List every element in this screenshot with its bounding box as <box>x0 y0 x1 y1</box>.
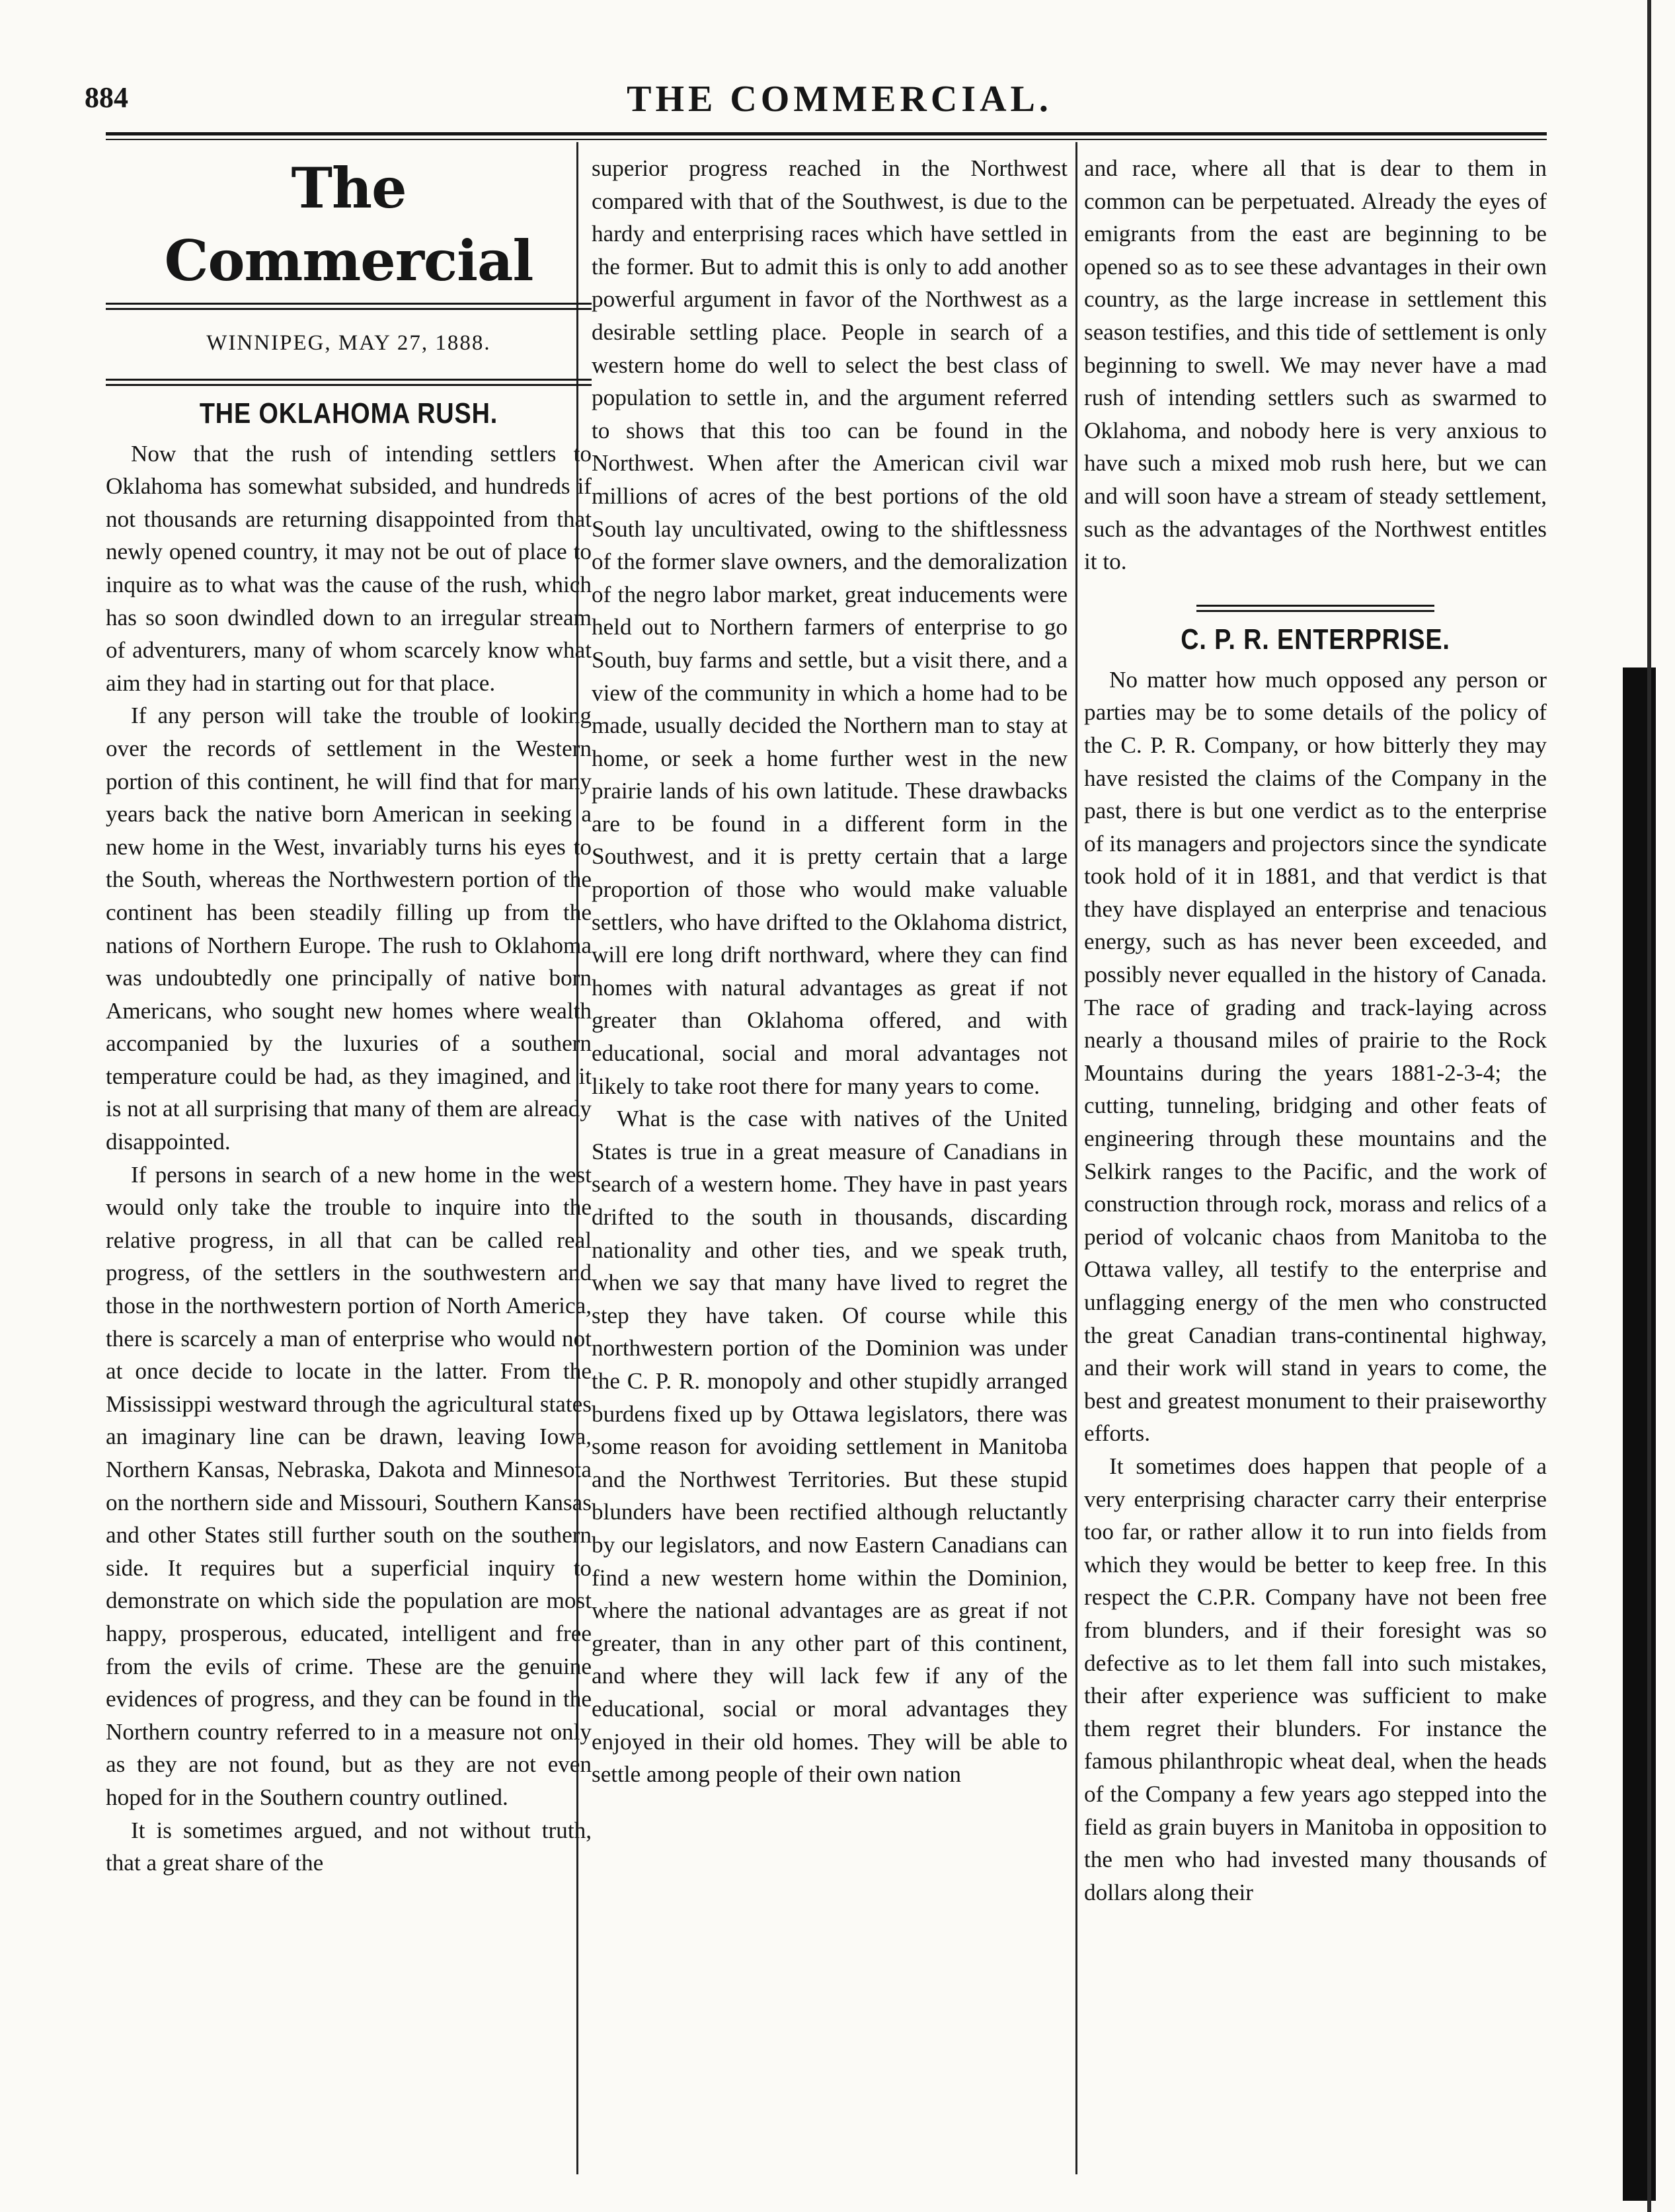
article-paragraph: It sometimes does happen that people of a very enterprising character carry their enterprise too far, or rather allow it to run into fields from which they would be better to keep free. In this respect the C.P.R. Company have not been free from blunders, and if their foresight was so defective as to let them fall into such mistakes, their after experience was sufficient to make them regret their blunders. For instance the famous philanthropic wheat deal, when the heads of the Company a few years ago stepped into the field as grain buyers in Manitoba in opposition to the men who had invested many thousands of dollars along their <box>1084 1453 1547 1905</box>
page-number: 884 <box>85 81 128 114</box>
article-paragraph: No matter how much opposed any person or parties may be to some details of the policy of the C. P. R. Company, or how bitterly they may have resisted the claims of the Company in the past, there is but one verdict as to the enterprise of its managers and projectors since the syndicate took hold of it in 1881, and that verdict is that they have displayed an enterprise and tenacious energy, such as has never been exceeded, and possibly never equalled in the history of Canada. The race of grading and track-laying across nearly a thousand miles of prairie to the Rock Mountains during the years 1881-2-3-4; the cutting, tunneling, bridging and other feats of engineering through these mountains and the Selkirk ranges to the Pacific, and the work of construction through rock, morass and relics of a period of volcanic chaos from Manitoba to the Ottawa valley, all testify to the enterprise and unflagging energy of the men who constructed the great Canadian trans-continental highway, and their work will stand in years to come, the best and greatest monument to their praiseworthy efforts. <box>1084 666 1547 1447</box>
column-1 <box>106 152 592 1880</box>
article-paragraph: If persons in search of a new home in the west would only take the trouble to inquire into the relative progress, in all that can be called real progress, of the settlers in the southwestern and those in the northwestern portion of North America, there is scarcely a man of enterprise who would not at once decide to locate in the latter. From the Mississippi westward through the agricultural states an imaginary line can be drawn, leaving Iowa, Northern Kansas, Nebraska, Dakota and Minnesota on the northern side and Missouri, Southern Kansas and other States still further south on the southern side. It requires but a superficial inquiry to demonstrate on which side the population are most happy, prosperous, educated, intelligent and free from the evils of crime. These are the genuine evidences of progress, and they can be found in the Northern country referred to in a measure not only as they are not found, but as they are not even hoped for in the Southern country outlined. <box>106 1161 592 1810</box>
header-rule-thin <box>106 139 1547 140</box>
dateline: WINNIPEG, MAY 27, 1888. <box>206 331 491 355</box>
article-paragraph: superior progress reached in the Northwest compared with that of the Southwest, is due to the hardy and enterprising races which have settled in the former. But to admit this is only to add another powerful argument in favor of the Northwest as a desirable settling place. People in search of a western home do well to select the best class of population to settle in, and the argument referred to shows that this too can be found in the Northwest. When after the American civil war millions of acres of the best portions of the old South lay uncultivated, owing to the shiftlessness of the former slave owners, and the demoralization of the negro labor market, great inducements were held out to Northern farmers of enterprise to go South, buy farms and settle, but a visit there, and a view of the community in which a home had to be made, usually decided the Northern man to stay at home, or seek a home further west in the new prairie lands of his own latitude. These drawbacks are to be found in a different form in the Southwest, and it is pretty certain that a large proportion of those who would make valuable settlers, who have drifted to the Oklahoma district, will ere long drift northward, where they can find homes with natural advantages as great if not greater than Oklahoma offered, and with educational, social and moral advantages not likely to take root there for many years to come. <box>592 155 1068 1099</box>
section-rule <box>1196 605 1434 612</box>
column-2 <box>592 152 1068 1791</box>
masthead-title: The Commercial <box>164 155 533 293</box>
article-headline: C. P. R. ENTERPRISE. <box>1181 623 1450 656</box>
article-paragraph: What is the case with natives of the United States is true in a great measure of Canadians in search of a western home. They have in past years drifted to the south in thousands, discarding nationality and other ties, and we speak truth, when we say that many have lived to regret the step they have taken. Of course while this northwestern portion of the Dominion was under the C. P. R. monopoly and other stupidly arranged burdens fixed up by Ottawa legislators, there was some reason for avoiding settlement in Manitoba and the Northwest Territories. But these stupid blunders have been rectified although reluctantly by our legislators, and now Eastern Canadians can find a new western home within the Dominion, where the national advantages are as great if not greater, than in any other part of this continent, and where they will lack few if any of the educational, social or moral advantages they enjoyed in their old homes. They will be able to settle among people of their own nation <box>592 1106 1068 1788</box>
article-paragraph: Now that the rush of intending settlers to Oklahoma has somewhat subsided, and hundreds if not thousands are returning disappointed from that newly opened country, it may not be out of place to inquire as to what was the cause of the rush, which has so soon dwindled down to an irregular stream of adventurers, many of whom scarcely know what aim they had in starting out for that place. <box>106 440 592 696</box>
scan-edge-line <box>1647 0 1651 2212</box>
column-divider <box>1075 142 1077 2174</box>
running-header <box>79 78 1600 131</box>
paper-title: THE COMMERCIAL. <box>627 79 1052 120</box>
article-paragraph: and race, where all that is dear to them in common can be perpetuated. Already the eyes of emigrants from the east are beginning to be opened so as to see these advantages in their own country, as the large increase in settlement this season testifies, and this tide of settlement is only beginning to swell. We may never have a mad rush of intending settlers such as swarmed to Oklahoma, and nobody here is very anxious to have such a mixed mob rush here, but we can and will soon have a stream of steady settlement, such as the advantages of the Northwest entitles it to. <box>1084 155 1547 575</box>
article-paragraph: It is sometimes argued, and not without truth, that a great share of the <box>106 1817 592 1876</box>
header-rule-thick <box>106 132 1547 135</box>
article-headline: THE OKLAHOMA RUSH. <box>199 397 498 430</box>
masthead-rule <box>106 303 592 310</box>
dateline-rule <box>106 379 592 386</box>
column-3 <box>1084 152 1547 1909</box>
article-paragraph: If any person will take the trouble of looking over the records of settlement in the Western portion of this continent, he will find that for many years back the native born American in seeking a new home in the West, invariably turns his eyes to the South, whereas the Northwestern portion of the continent has been steadily filling up from the nations of Northern Europe. The rush to Oklahoma was undoubtedly one principally of native born Americans, who sought new homes where wealth accompanied by the luxuries of a southern temperature could be had, as they imagined, and it is not at all surprising that many of them are already disappointed. <box>106 703 592 1155</box>
